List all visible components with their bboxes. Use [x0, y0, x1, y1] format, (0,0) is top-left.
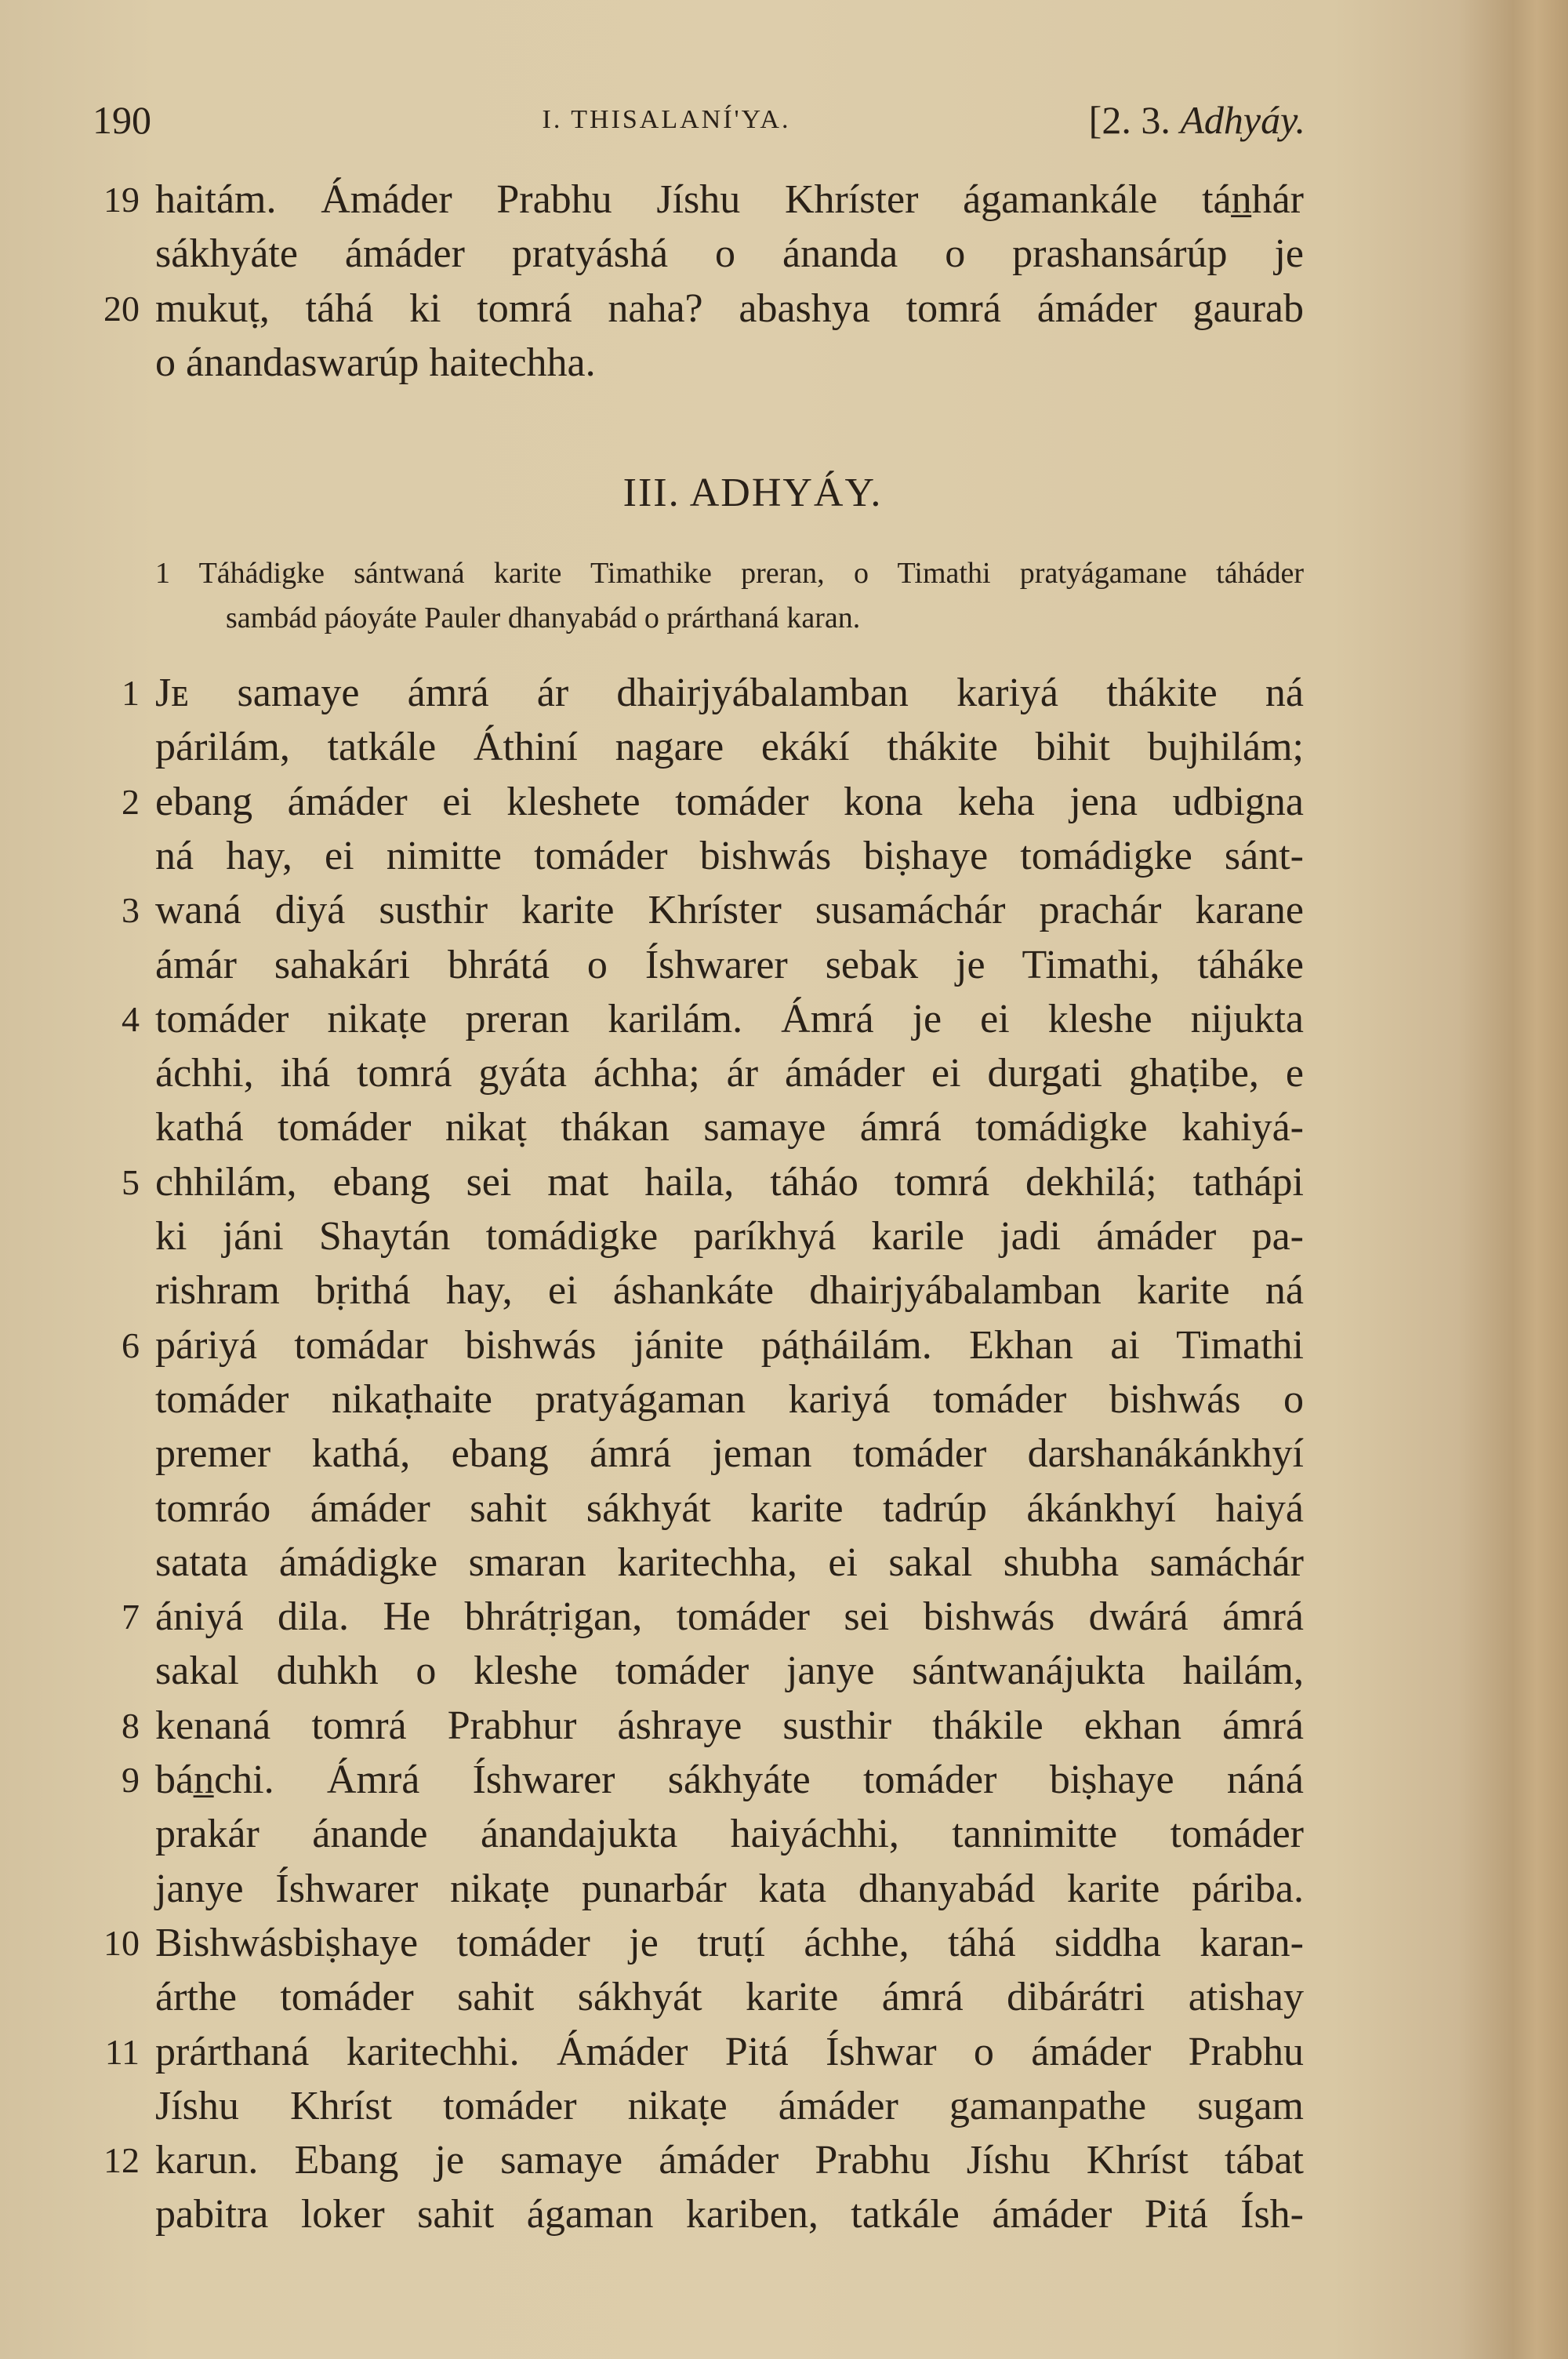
- verse-number: [78, 1644, 140, 1699]
- verse-number: [78, 938, 140, 993]
- verse-number: 19: [103, 180, 140, 220]
- text-line-content: satata ámádigke smaran karitechha, ei sakal shubha samáchár: [155, 1539, 1304, 1585]
- section-reference-numbers: [2. 3.: [1088, 98, 1171, 142]
- text-line-content: ná hay, ei nimitte tomáder bishwás biṣhaye tomádigke sánt-: [155, 833, 1304, 878]
- text-line: [155, 1699, 1304, 1754]
- verse-number: [78, 1046, 140, 1101]
- page-number: 190: [93, 98, 151, 142]
- verse-number: [78, 1100, 140, 1155]
- verse-number: [78, 2079, 140, 2134]
- text-line: [155, 1644, 1304, 1699]
- text-line: [155, 1970, 1304, 2025]
- text-line: [155, 720, 1304, 775]
- verse-number: 1: [122, 673, 140, 713]
- text-line-content: waná diyá susthir karite Khríster susamáchár prachár karane: [155, 888, 1304, 933]
- chapter-summary-line: 1 Táhádigke sántwaná karite Timathike preran, o Timathi pratyágamane táháder: [155, 557, 1304, 590]
- verse-number: 7: [122, 1597, 140, 1637]
- verse-number: 2: [122, 781, 140, 822]
- text-line-content: pabitra loker sahit ágaman kariben, tatkále ámáder Pitá Ísh-: [155, 2192, 1304, 2237]
- text-line-content: Jíshu Khríst tomáder nikaṭe ámáder gamanpathe sugam: [155, 2083, 1304, 2128]
- verse-number: [78, 1372, 140, 1427]
- text-line: [155, 1372, 1304, 1427]
- verse-number: 5: [122, 1161, 140, 1202]
- verse-number: [78, 829, 140, 884]
- text-line-content: janye Íshwarer nikaṭe punarbár kata dhanyabád karite páriba.: [155, 1866, 1304, 1911]
- text-line-content: Jᴇ samaye ámrá ár dhairjyábalamban kariyá thákite ná: [155, 671, 1304, 715]
- text-line-content: o ánandaswarúp haitechha.: [155, 340, 596, 385]
- section-reference-label: Adhyáy.: [1180, 98, 1305, 142]
- verse-number: [78, 1536, 140, 1590]
- text-line-content: kenaná tomrá Prabhur áshraye susthir thákile ekhan ámrá: [155, 1703, 1304, 1748]
- text-line-content: Bishwásbiṣhaye tomáder je truṭí áchhe, táhá siddha karan-: [155, 1920, 1304, 1965]
- verse-number: [78, 1807, 140, 1862]
- text-line-content: sakal duhkh o kleshe tomáder janye sántwanájukta hailám,: [155, 1648, 1304, 1694]
- text-line-content: mukuṭ, táhá ki tomrá naha? abashya tomrá ámáder gaurab: [155, 285, 1304, 331]
- text-line-content: prakár ánande ánandajukta haiyáchhi, tannimitte tomáder: [155, 1812, 1304, 1857]
- text-line-content: áchhi, ihá tomrá gyáta áchha; ár ámáder ei durgati ghaṭibe, e: [155, 1051, 1304, 1096]
- text-line-content: premer kathá, ebang ámrá jeman tomáder darshanákánkhyí: [155, 1431, 1304, 1477]
- verse-number: 4: [122, 998, 140, 1039]
- text-line: [155, 992, 1304, 1047]
- chapter-heading: III. ADHYÁY.: [622, 471, 883, 515]
- verse-number: [78, 1481, 140, 1536]
- verse-number: [78, 1862, 140, 1917]
- text-line-content: kathá tomáder nikaṭ thákan samaye ámrá tomádigke kahiyá-: [155, 1105, 1304, 1150]
- verse-number: 11: [104, 2031, 140, 2072]
- text-line-content: karun. Ebang je samaye ámáder Prabhu Jíshu Khríst tábat: [155, 2138, 1304, 2183]
- text-line: [155, 938, 1304, 993]
- text-line: [155, 1427, 1304, 1481]
- text-line: [155, 775, 1304, 830]
- text-line: [155, 1481, 1304, 1536]
- text-line: [155, 1046, 1304, 1101]
- verse-number: [78, 720, 140, 775]
- text-line: [155, 1536, 1304, 1590]
- text-line: [155, 227, 1304, 282]
- text-line-content: árthe tomáder sahit sákhyát karite ámrá dibárátri atishay: [155, 1975, 1304, 2020]
- verse-number: [78, 336, 140, 391]
- text-line-content: ániyá dila. He bhrátṛigan, tomáder sei bishwás dwárá ámrá: [155, 1594, 1304, 1640]
- text-line-content: chhilám, ebang sei mat haila, táháo tomrá dekhilá; tathápi: [155, 1159, 1304, 1205]
- text-line: [155, 1862, 1304, 1917]
- verse-number: [78, 1970, 140, 2025]
- text-line-content: páriyá tomádar bishwás jánite páṭháilám. Ekhan ai Timathi: [155, 1322, 1304, 1368]
- text-line-content: rishram bṛithá hay, ei áshankáte dhairjyábalamban karite ná: [155, 1268, 1304, 1314]
- text-line: [155, 1590, 1304, 1645]
- text-line-content: prárthaná karitechhi. Ámáder Pitá Íshwar o ámáder Prabhu: [155, 2029, 1304, 2074]
- verse-number: [78, 1209, 140, 1264]
- verse-number: 8: [122, 1705, 140, 1746]
- text-line-content: ámár sahakári bhrátá o Íshwarer sebak je Timathi, táháke: [155, 942, 1304, 987]
- text-line-content: tomáder nikaṭhaite pratyágaman kariyá tomáder bishwás o: [155, 1376, 1304, 1422]
- text-line-content: ebang ámáder ei kleshete tomáder kona keha jena udbigna: [155, 779, 1304, 824]
- verse-number: [78, 2187, 140, 2242]
- verse-number: 9: [122, 1760, 140, 1800]
- verse-number: [78, 1263, 140, 1318]
- text-line: [155, 1155, 1304, 1210]
- text-line-content: ki jáni Shaytán tomádigke paríkhyá karile jadi ámáder pa-: [155, 1214, 1304, 1259]
- verse-number: 6: [122, 1325, 140, 1365]
- verse-number: [78, 227, 140, 282]
- text-line: [155, 883, 1304, 938]
- text-line: [155, 2187, 1304, 2242]
- verse-number: 12: [103, 2140, 140, 2181]
- text-line: [155, 1807, 1304, 1862]
- text-line: [155, 1318, 1304, 1373]
- text-line-content: párilám, tatkále Áthiní nagare ekákí thákite bihit bujhilám;: [155, 725, 1304, 770]
- text-line-content: tomráo ámáder sahit sákhyát karite tadrúp ákánkhyí haiyá: [155, 1485, 1304, 1531]
- section-reference: [1089, 93, 1305, 147]
- running-title: I. THISALANÍ'YA.: [542, 105, 791, 134]
- text-line-content: haitám. Ámáder Prabhu Jíshu Khríster ágamankále tán̲hár: [155, 177, 1304, 222]
- text-line: [155, 1209, 1304, 1264]
- text-line: [155, 2133, 1304, 2188]
- verse-number: 3: [122, 890, 140, 931]
- text-line: [155, 282, 1304, 336]
- text-line: [155, 2079, 1304, 2134]
- text-line: [155, 2025, 1304, 2080]
- verse-number: 20: [103, 288, 140, 329]
- text-line: [155, 829, 1304, 884]
- text-line: [155, 666, 1304, 721]
- text-line: [155, 1263, 1304, 1318]
- text-line: [155, 336, 1304, 391]
- text-line-content: tomáder nikaṭe preran karilám. Ámrá je ei kleshe nijukta: [155, 996, 1304, 1041]
- text-line: [155, 173, 1304, 227]
- text-line-content: sákhyáte ámáder pratyáshá o ánanda o prashansárúp je: [155, 231, 1304, 277]
- verse-number: 10: [103, 1922, 140, 1963]
- text-line-content: bán̲chi. Ámrá Íshwarer sákhyáte tomáder biṣhaye náná: [155, 1757, 1304, 1802]
- text-line: [155, 1916, 1304, 1971]
- verse-number: [78, 1427, 140, 1481]
- text-line: [155, 1100, 1304, 1155]
- chapter-summary-line: sambád páoyáte Pauler dhanyabád o prárthaná karan.: [226, 602, 861, 634]
- text-line: [155, 1753, 1304, 1808]
